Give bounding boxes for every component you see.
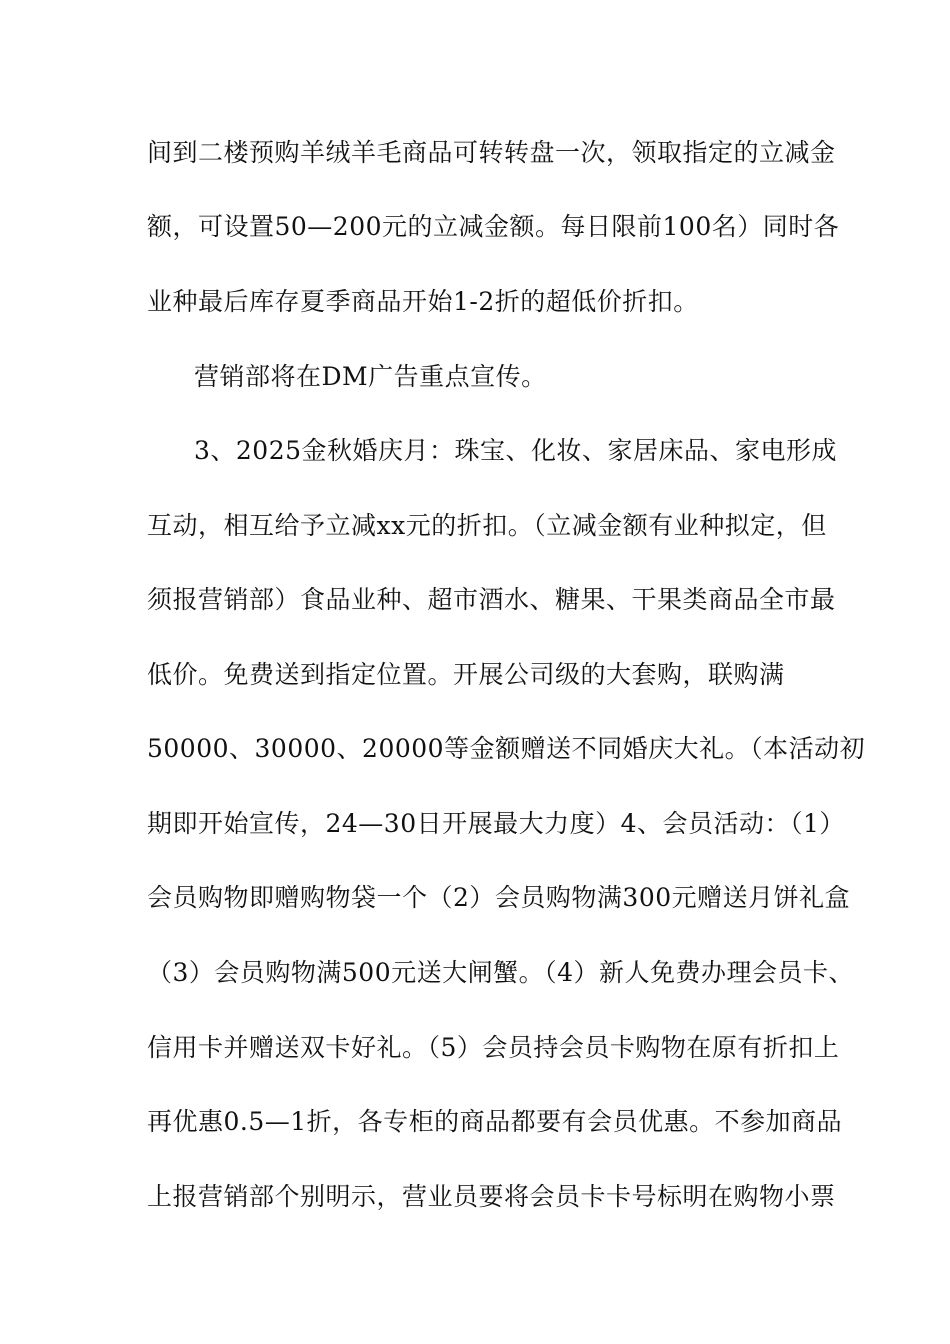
text-line: 信用卡并赠送双卡好礼。（5）会员持会员卡购物在原有折扣上 <box>147 1033 840 1062</box>
text-line: 低价。免费送到指定位置。开展公司级的大套购，联购满 <box>147 660 785 689</box>
text-line: 上报营销部个别明示，营业员要将会员卡卡号标明在购物小票 <box>147 1182 836 1211</box>
text-line: 再优惠0.5—1折，各专柜的商品都要有会员优惠。不参加商品 <box>147 1107 843 1136</box>
paragraph-start-line: 3、2025金秋婚庆月：珠宝、化妆、家居床品、家电形成 <box>194 436 838 465</box>
text-line: 间到二楼预购羊绒羊毛商品可转转盘一次，领取指定的立减金 <box>147 138 836 167</box>
text-line: 须报营销部）食品业种、超市酒水、糖果、干果类商品全市最 <box>147 585 836 614</box>
text-line: 额，可设置50—200元的立减金额。每日限前100名）同时各 <box>147 212 840 241</box>
text-line: 互动，相互给予立减xx元的折扣。（立减金额有业种拟定，但 <box>147 511 827 540</box>
text-line: 业种最后库存夏季商品开始1-2折的超低价折扣。 <box>147 287 699 316</box>
paragraph-start-line: 营销部将在DM广告重点宣传。 <box>194 362 547 391</box>
text-line: 50000、30000、20000等金额赠送不同婚庆大礼。（本活动初 <box>147 734 866 763</box>
text-line: （3）会员购物满500元送大闸蟹。（4）新人免费办理会员卡、 <box>147 958 855 987</box>
text-line: 会员购物即赠购物袋一个（2）会员购物满300元赠送月饼礼盒 <box>147 883 851 912</box>
text-line: 期即开始宣传，24—30日开展最大力度）4、会员活动：（1） <box>147 809 845 838</box>
